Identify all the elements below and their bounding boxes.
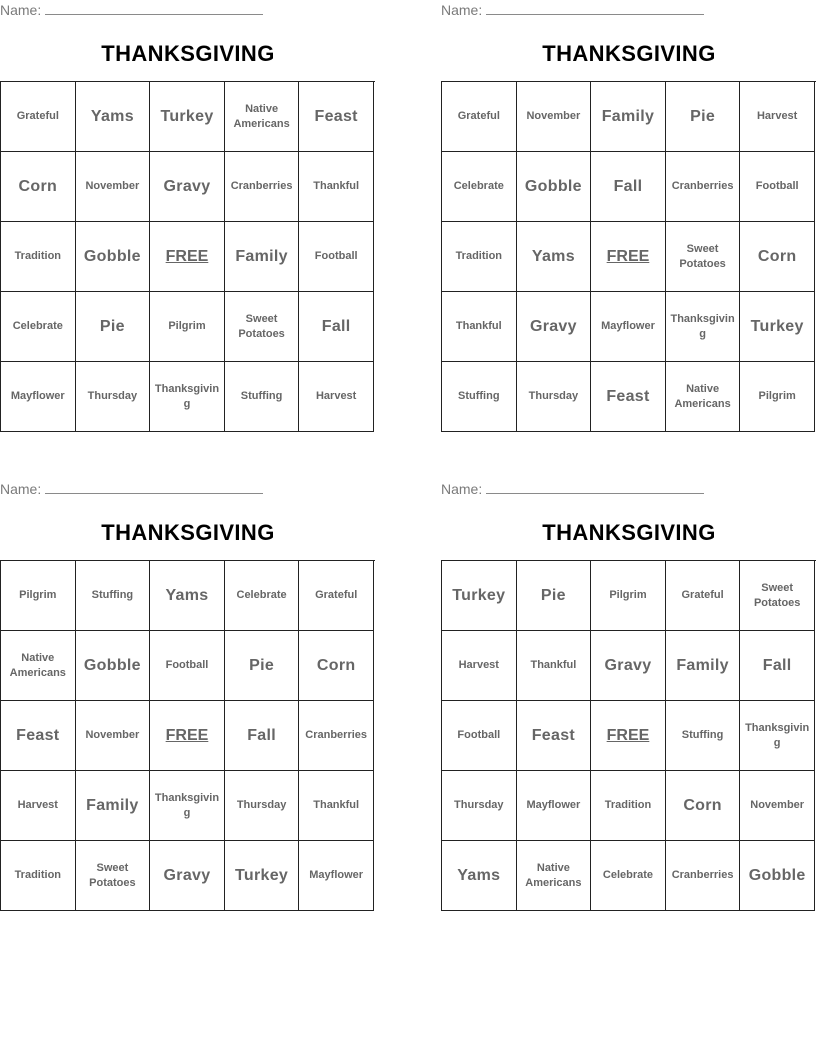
bingo-card [0, 479, 376, 911]
bingo-cell: Native Americans [666, 362, 741, 432]
bingo-cell: Thursday [442, 771, 517, 841]
bingo-cell: Gobble [76, 631, 151, 701]
bingo-cell: Yams [76, 82, 151, 152]
card-title: THANKSGIVING [101, 41, 275, 66]
bingo-cell: Thanksgiving [150, 771, 225, 841]
bingo-cell: Sweet Potatoes [666, 222, 741, 292]
bingo-cell: Football [299, 222, 374, 292]
bingo-cell: Cranberries [225, 152, 300, 222]
bingo-cell: Turkey [150, 82, 225, 152]
bingo-cell: Thursday [225, 771, 300, 841]
name-field [441, 478, 816, 500]
bingo-cell: Thanksgiving [666, 292, 741, 362]
bingo-cell: Mayflower [1, 362, 76, 432]
name-label: Name: [0, 481, 42, 497]
bingo-cell: Turkey [740, 292, 815, 362]
card-title: THANKSGIVING [542, 41, 716, 66]
bingo-cell: Stuffing [76, 561, 151, 631]
bingo-grid [0, 560, 375, 911]
bingo-cell: Feast [299, 82, 374, 152]
free-space-cell: FREE [591, 701, 666, 771]
bingo-cell: Yams [150, 561, 225, 631]
name-label: Name: [441, 2, 483, 18]
name-blank-line [486, 0, 704, 15]
bingo-cell: Harvest [299, 362, 374, 432]
bingo-cell: Turkey [442, 561, 517, 631]
bingo-cell: Stuffing [225, 362, 300, 432]
bingo-cell: Tradition [1, 222, 76, 292]
bingo-cell: Harvest [1, 771, 76, 841]
bingo-cell: Football [442, 701, 517, 771]
free-space-cell: FREE [150, 701, 225, 771]
bingo-cell: Corn [740, 222, 815, 292]
bingo-cell: Gravy [591, 631, 666, 701]
bingo-cell: Family [591, 82, 666, 152]
bingo-cell: Fall [591, 152, 666, 222]
bingo-cell: Gobble [740, 841, 815, 911]
bingo-grid [441, 81, 816, 432]
bingo-cell: Cranberries [666, 152, 741, 222]
bingo-cell: Tradition [591, 771, 666, 841]
name-field [0, 0, 376, 21]
bingo-cell: November [740, 771, 815, 841]
name-blank-line [486, 478, 704, 494]
bingo-cell: Pie [517, 561, 592, 631]
bingo-cell: Pilgrim [150, 292, 225, 362]
bingo-cell: Native Americans [225, 82, 300, 152]
name-field [0, 478, 376, 500]
bingo-cell: November [76, 152, 151, 222]
bingo-cell: Pilgrim [1, 561, 76, 631]
bingo-cell: November [517, 82, 592, 152]
bingo-cell: Cranberries [666, 841, 741, 911]
bingo-cell: Celebrate [1, 292, 76, 362]
bingo-cell: Harvest [442, 631, 517, 701]
bingo-cell: Stuffing [442, 362, 517, 432]
bingo-cell: Cranberries [299, 701, 374, 771]
bingo-cell: Celebrate [591, 841, 666, 911]
bingo-cell: Pilgrim [740, 362, 815, 432]
bingo-cell: Gobble [517, 152, 592, 222]
bingo-cell: Stuffing [666, 701, 741, 771]
bingo-cell: Grateful [442, 82, 517, 152]
bingo-cell: Pie [666, 82, 741, 152]
free-space-cell: FREE [150, 222, 225, 292]
bingo-grid [0, 81, 375, 432]
bingo-cell: Family [225, 222, 300, 292]
bingo-cell: Football [150, 631, 225, 701]
bingo-cell: Corn [1, 152, 76, 222]
name-field [441, 0, 816, 21]
name-label: Name: [441, 481, 483, 497]
bingo-cell: Yams [517, 222, 592, 292]
bingo-cell: Turkey [225, 841, 300, 911]
bingo-cell: Native Americans [517, 841, 592, 911]
bingo-cell: Yams [442, 841, 517, 911]
bingo-cell: Tradition [442, 222, 517, 292]
bingo-cell: Family [666, 631, 741, 701]
bingo-cell: Gravy [517, 292, 592, 362]
bingo-cell: Feast [591, 362, 666, 432]
bingo-cell: Grateful [299, 561, 374, 631]
bingo-cell: Pie [76, 292, 151, 362]
bingo-card [441, 0, 816, 432]
bingo-card [0, 0, 376, 432]
bingo-cell: Thankful [299, 771, 374, 841]
bingo-cell: Thanksgiving [740, 701, 815, 771]
bingo-cell: November [76, 701, 151, 771]
bingo-cell: Thankful [517, 631, 592, 701]
bingo-cell: Pie [225, 631, 300, 701]
bingo-cell: Fall [740, 631, 815, 701]
bingo-card [441, 479, 816, 911]
bingo-cell: Grateful [1, 82, 76, 152]
bingo-cell: Mayflower [591, 292, 666, 362]
name-blank-line [45, 0, 263, 15]
bingo-cell: Sweet Potatoes [76, 841, 151, 911]
bingo-cell: Thankful [299, 152, 374, 222]
bingo-cell: Gobble [76, 222, 151, 292]
bingo-cell: Thursday [517, 362, 592, 432]
bingo-cell: Thankful [442, 292, 517, 362]
bingo-cell: Fall [225, 701, 300, 771]
bingo-cell: Fall [299, 292, 374, 362]
bingo-cell: Family [76, 771, 151, 841]
bingo-cell: Tradition [1, 841, 76, 911]
bingo-cell: Sweet Potatoes [740, 561, 815, 631]
card-title: THANKSGIVING [542, 520, 716, 545]
free-space-cell: FREE [591, 222, 666, 292]
bingo-cell: Native Americans [1, 631, 76, 701]
bingo-cell: Mayflower [299, 841, 374, 911]
name-label: Name: [0, 2, 42, 18]
name-blank-line [45, 478, 263, 494]
bingo-cell: Sweet Potatoes [225, 292, 300, 362]
bingo-cell: Feast [517, 701, 592, 771]
bingo-cell: Gravy [150, 152, 225, 222]
bingo-cell: Harvest [740, 82, 815, 152]
bingo-grid [441, 560, 816, 911]
bingo-cell: Corn [666, 771, 741, 841]
bingo-cell: Thanksgiving [150, 362, 225, 432]
bingo-cell: Celebrate [225, 561, 300, 631]
bingo-cell: Mayflower [517, 771, 592, 841]
bingo-cell: Feast [1, 701, 76, 771]
bingo-cell: Pilgrim [591, 561, 666, 631]
bingo-cell: Grateful [666, 561, 741, 631]
bingo-cell: Football [740, 152, 815, 222]
bingo-cell: Corn [299, 631, 374, 701]
bingo-cell: Celebrate [442, 152, 517, 222]
bingo-cell: Thursday [76, 362, 151, 432]
bingo-cell: Gravy [150, 841, 225, 911]
card-title: THANKSGIVING [101, 520, 275, 545]
